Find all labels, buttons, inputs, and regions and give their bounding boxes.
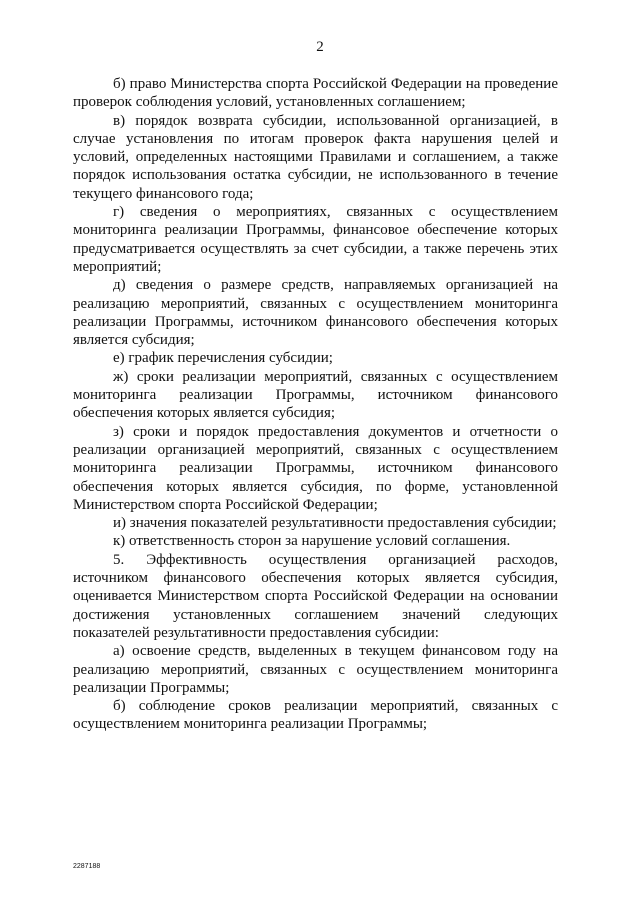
page-number: 2	[316, 39, 324, 55]
paragraph-v-subsidy-return: в) порядок возврата субсидии, использованной организацией, в случае установления по итогам проверок факта нарушения целей и условий, определенных настоящими Правилами и соглашением, а также порядок использования остатка субсидии, не использованного в течение текущего финансового года;	[73, 112, 558, 202]
paragraph-z-reporting: з) сроки и порядок предоставления документов и отчетности о реализации организацией мероприятий, связанных с осуществлением мониторинга реализации Программы, источником финансового обеспечения которых является субсидия, по форме, установленной Министерством спорта Российской Федерации;	[73, 423, 558, 513]
paragraph-a-funds-usage: а) освоение средств, выделенных в текущем финансовом году на реализацию мероприятий, связанных с осуществлением мониторинга реализации Программы;	[73, 643, 558, 696]
paragraph-5-effectiveness: 5. Эффективность осуществления организацией расходов, источником финансового обеспечения которых является субсидия, оценивается Министерством спорта Российской Федерации на основании достижения установленных соглашением значений следующих показателей результативности предоставления субсидии:	[73, 551, 558, 641]
document-body	[73, 75, 558, 734]
paragraph-zh-implementation-terms: ж) сроки реализации мероприятий, связанных с осуществлением мониторинга реализации Программы, источником финансового обеспечения которых является субсидия;	[73, 368, 558, 422]
paragraph-b-inspection-rights: б) право Министерства спорта Российской Федерации на проведение проверок соблюдения условий, установленных соглашением;	[73, 76, 558, 111]
paragraph-b-deadline-compliance: б) соблюдение сроков реализации мероприятий, связанных с осуществлением мониторинга реализации Программы;	[73, 698, 558, 733]
paragraph-e-transfer-schedule: е) график перечисления субсидии;	[113, 350, 333, 367]
paragraph-d-funds-amount: д) сведения о размере средств, направляемых организацией на реализацию мероприятий, связанных с осуществлением мониторинга реализации Программы, источником финансового обеспечения которых является субсидия;	[73, 277, 558, 349]
paragraph-k-responsibility: к) ответственность сторон за нарушение условий соглашения.	[113, 533, 511, 550]
paragraph-i-indicators: и) значения показателей результативности предоставления субсидии;	[113, 515, 557, 532]
paragraph-g-activities-info: г) сведения о мероприятиях, связанных с осуществлением мониторинга реализации Программы, финансовое обеспечение которых предусматривается осуществлять за счет субсидии, а также перечень этих мероприятий;	[73, 204, 558, 275]
document-code: 2287188	[73, 863, 101, 870]
